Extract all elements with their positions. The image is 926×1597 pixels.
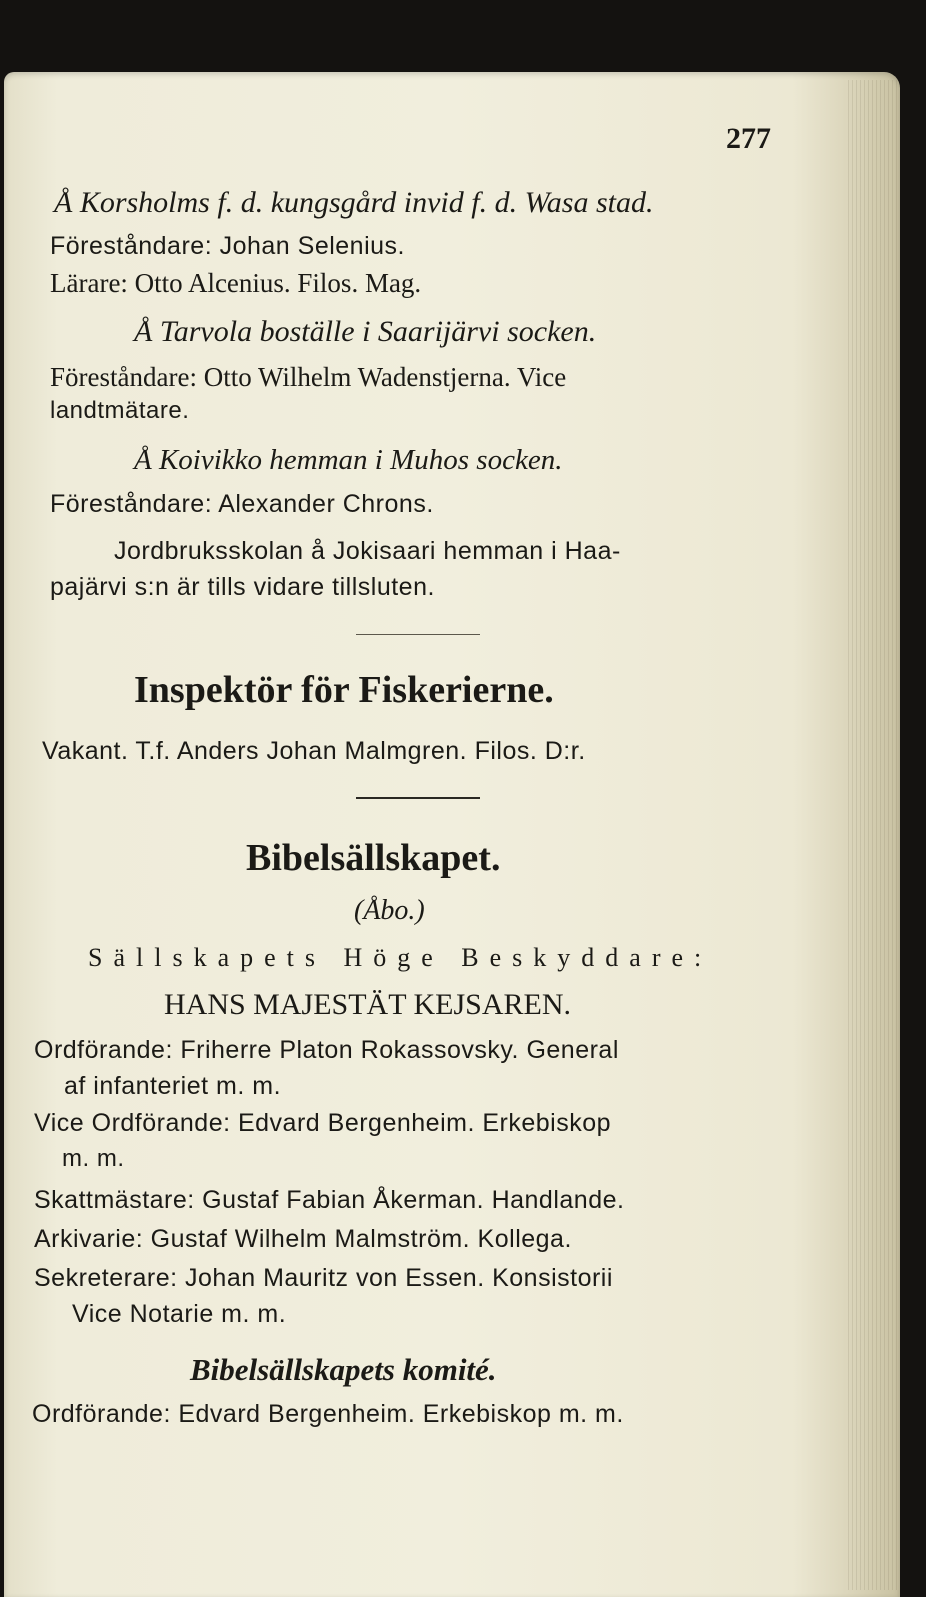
heading-tarvola: Å Tarvola boställe i Saarijärvi socken. (134, 315, 597, 348)
heading-komite: Bibelsällskapets komité. (190, 1352, 497, 1387)
page-edges (848, 80, 900, 1590)
heading-beskyddare: Sällskapets Höge Beskyddare: (88, 943, 713, 972)
heading-korsholm: Å Korsholms f. d. kungsgård invid f. d. Wasa stad. (54, 186, 654, 219)
subheading-abo: (Åbo.) (354, 895, 425, 926)
text-line: Lärare: Otto Alcenius. Filos. Mag. (50, 268, 422, 298)
text-line: Föreståndare: Otto Wilhelm Wadenstjerna. Vice (50, 362, 567, 392)
text-line: Vice Ordförande: Edvard Bergenheim. Erkebiskop (34, 1109, 612, 1137)
text-line: Jordbruksskolan å Jokisaari hemman i Haa- (114, 537, 621, 565)
page-number: 277 (726, 122, 771, 155)
text-line: Skattmästare: Gustaf Fabian Åkerman. Handlande. (34, 1186, 625, 1214)
heading-kejsaren: HANS MAJESTÄT KEJSAREN. (164, 988, 571, 1021)
book-page (4, 72, 900, 1597)
heading-inspektor: Inspektör för Fiskerierne. (134, 669, 554, 711)
section-rule (356, 634, 480, 635)
section-rule (356, 797, 480, 799)
text-line: Vice Notarie m. m. (72, 1300, 287, 1328)
text-line: Vakant. T.f. Anders Johan Malmgren. Filos. D:r. (42, 737, 586, 765)
heading-bibelsallskapet: Bibelsällskapet. (246, 837, 501, 879)
text-line: Föreståndare: Johan Selenius. (50, 232, 405, 260)
text-line: pajärvi s:n är tills vidare tillsluten. (50, 573, 435, 601)
text-line: landtmätare. (50, 397, 190, 424)
text-line: Sekreterare: Johan Mauritz von Essen. Konsistorii (34, 1264, 613, 1292)
text-line: m. m. (62, 1145, 125, 1172)
text-line: Ordförande: Edvard Bergenheim. Erkebiskop m. m. (32, 1400, 624, 1428)
text-line: Arkivarie: Gustaf Wilhelm Malmström. Kollega. (34, 1225, 572, 1253)
text-line: af infanteriet m. m. (64, 1072, 282, 1100)
text-line: Ordförande: Friherre Platon Rokassovsky. General (34, 1036, 619, 1064)
heading-koivikko: Å Koivikko hemman i Muhos socken. (134, 444, 563, 476)
text-line: Föreståndare: Alexander Chrons. (50, 490, 434, 518)
